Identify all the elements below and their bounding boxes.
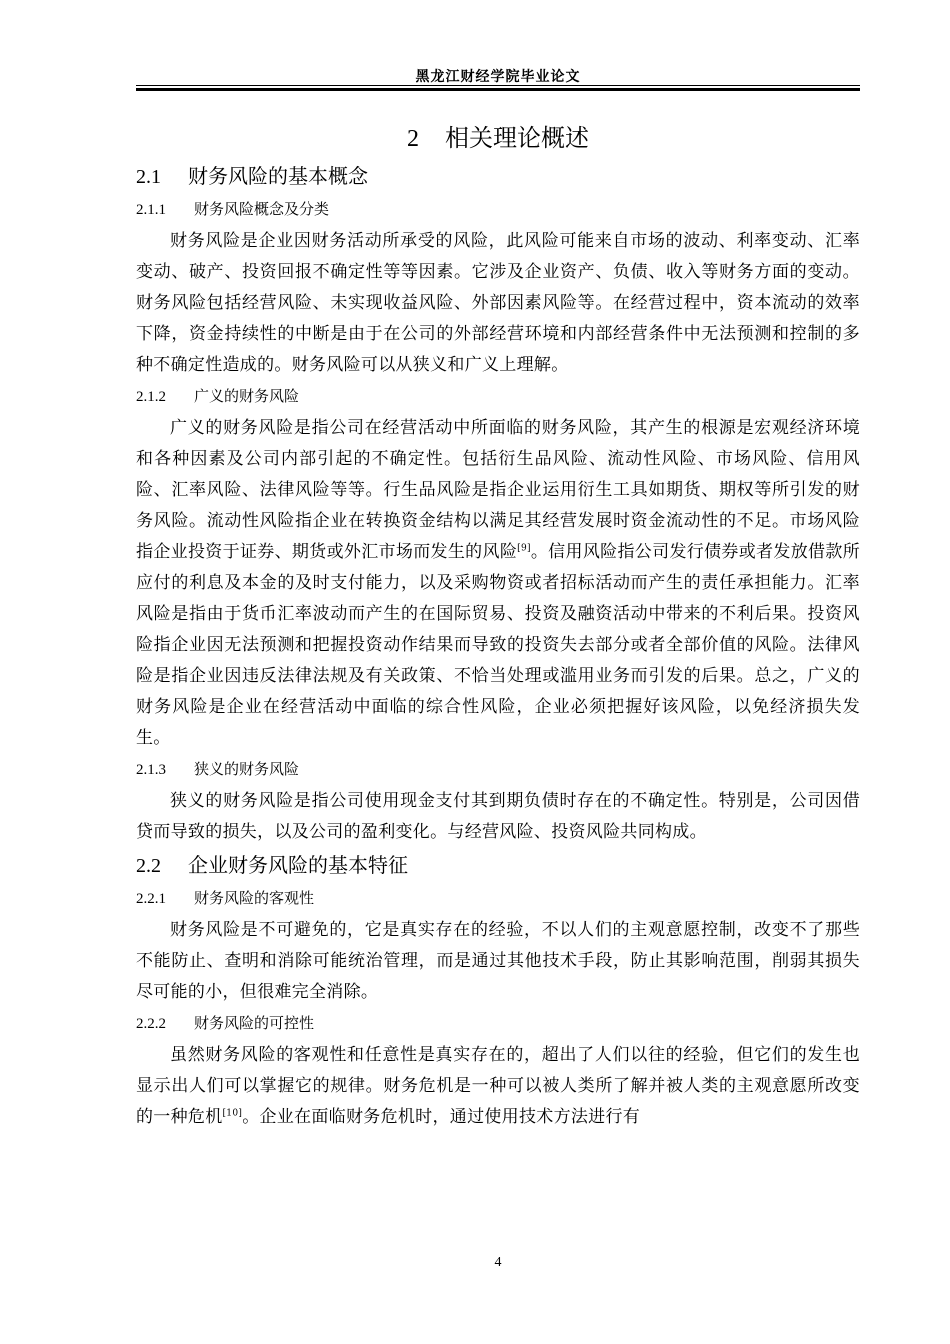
header-rule-thick <box>136 88 860 91</box>
subsection-title: 狭义的财务风险 <box>194 760 300 778</box>
section-title: 财务风险的基本概念 <box>188 164 368 188</box>
section-heading-2-2 <box>136 848 860 883</box>
body-content <box>136 118 860 1133</box>
section-number: 2.1 <box>136 166 161 188</box>
subsection-number: 2.1.2 <box>136 389 166 405</box>
paragraph-2-1-2 <box>136 413 860 754</box>
subsection-title: 财务风险的客观性 <box>194 889 315 907</box>
chapter-title <box>136 118 860 159</box>
section-number: 2.2 <box>136 855 161 877</box>
paragraph-text: 。企业在面临财务危机时，通过使用技术方法进行有 <box>242 1107 641 1127</box>
chapter-title-text: 相关理论概述 <box>445 124 589 152</box>
subsection-heading-2-2-1 <box>136 883 860 915</box>
subsection-heading-2-1-3 <box>136 754 860 786</box>
paragraph-text: 广义的财务风险是指公司在经营活动中所面临的财务风险，其产生的根源是宏观经济环境和各种因素及公司内部引起的不确定性。包括衍生品风险、流动性风险、市场风险、信用风险、汇率风险、法律风险等等。行生品风险是指企业运用衍生工具如期货、期权等所引发的财务风险。流动性风险指企业在转换资金结构以满足其经营发展时资金流动性的不足。市场风险指企业投资于证券、期货或外汇市场而发生的风险 <box>136 418 860 562</box>
paragraph-2-1-3: 狭义的财务风险是指公司使用现金支付其到期负债时存在的不确定性。特别是，公司因借贷而导致的损失，以及公司的盈利变化。与经营风险、投资风险共同构成。 <box>136 791 860 842</box>
subsection-heading-2-2-2 <box>136 1008 860 1040</box>
subsection-title: 广义的财务风险 <box>194 387 300 405</box>
paragraph-2-2-1: 财务风险是不可避免的，它是真实存在的经验，不以人们的主观意愿控制，改变不了那些不能防止、查明和消除可能统治管理，而是通过其他技术手段，防止其影响范围，削弱其损失尽可能的小，但很难完全消除。 <box>136 920 860 1002</box>
subsection-title: 财务风险的可控性 <box>194 1014 315 1032</box>
citation-10: [10] <box>222 1108 243 1119</box>
subsection-title: 财务风险概念及分类 <box>194 200 330 218</box>
paragraph-text: 。信用风险指公司发行债券或者发放借款所应付的利息及本金的及时支付能力，以及采购物资或者招标活动而产生的责任承担能力。汇率风险是指由于货币汇率波动而产生的在国际贸易、投资及融资活动中带来的不利后果。投资风险指企业因无法预测和把握投资动作结果而导致的投资失去部分或者全部价值的风险。法律风险是指企业因违反法律法规及有关政策、不恰当处理或滥用业务而引发的后果。总之，广义的财务风险是企业在经营活动中面临的综合性风险，企业必须把握好该风险，以免经济损失发生。 <box>136 542 860 748</box>
subsection-heading-2-1-2 <box>136 381 860 413</box>
paragraph-2-2-2 <box>136 1040 860 1133</box>
subsection-number: 2.2.2 <box>136 1016 166 1032</box>
chapter-number: 2 <box>407 126 419 152</box>
subsection-number: 2.2.1 <box>136 891 166 907</box>
section-heading-2-1 <box>136 159 860 194</box>
header-rule-thin <box>136 85 860 86</box>
paragraph-text: 虽然财务风险的客观性和任意性是真实存在的，超出了人们以往的经验，但它们的发生也显示出人们可以掌握它的规律。财务危机是一种可以被人类所了解并被人类的主观意愿所改变的一种危机 <box>136 1045 860 1127</box>
subsection-number: 2.1.1 <box>136 202 166 218</box>
citation-9: [9] <box>517 543 531 554</box>
section-title: 企业财务风险的基本特征 <box>188 853 408 877</box>
subsection-heading-2-1-1 <box>136 194 860 226</box>
subsection-number: 2.1.3 <box>136 762 166 778</box>
page-number: 4 <box>494 1255 502 1270</box>
running-header: 黑龙江财经学院毕业论文 <box>415 69 581 85</box>
paragraph-2-1-1: 财务风险是企业因财务活动所承受的风险，此风险可能来自市场的波动、利率变动、汇率变动、破产、投资回报不确定性等等因素。它涉及企业资产、负债、收入等财务方面的变动。财务风险包括经营风险、未实现收益风险、外部因素风险等。在经营过程中，资本流动的效率下降，资金持续性的中断是由于在公司的外部经营环境和内部经营条件中无法预测和控制的多种不确定性造成的。财务风险可以从狭义和广义上理解。 <box>136 231 860 375</box>
